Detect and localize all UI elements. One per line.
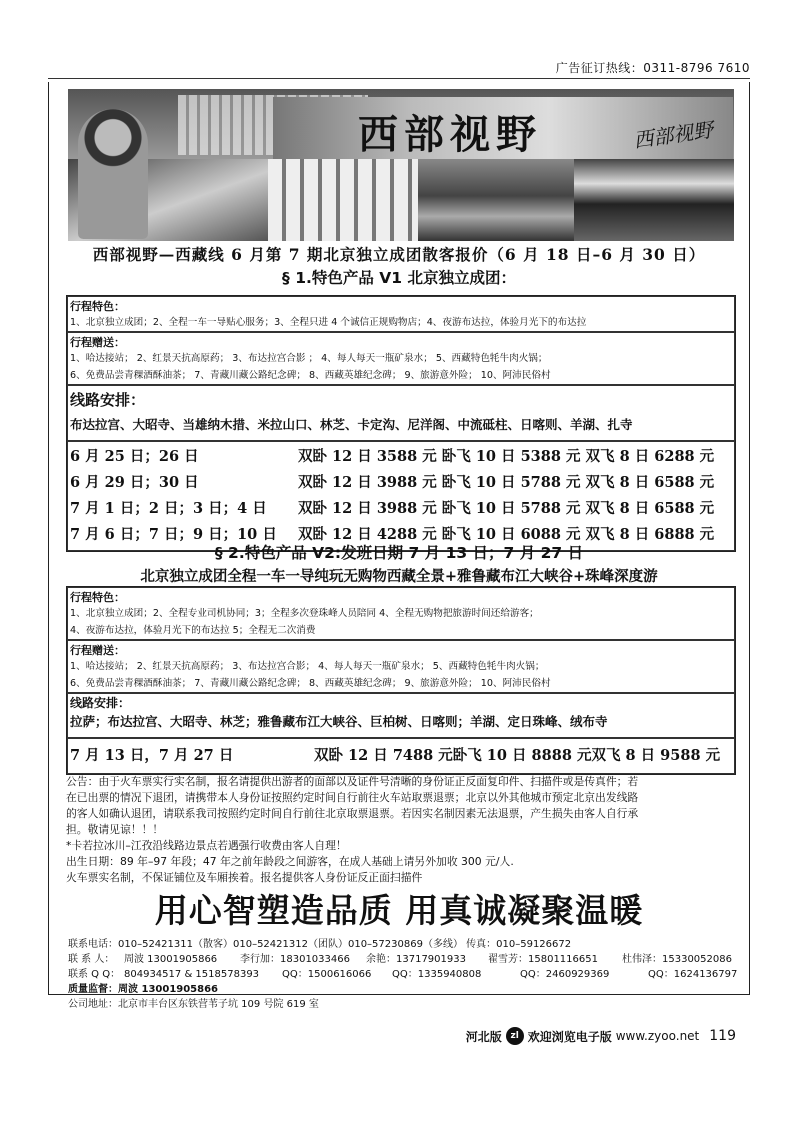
person: 翟雪芳：15801116651 — [488, 954, 598, 965]
notice-line: 的客人如确认退团，请联系我司按照约定时间自行前往北京取票退票。若因实名制因素无法退票，产生损失由客人自行承 — [66, 807, 639, 820]
qq: QQ：1624136797 — [648, 969, 738, 980]
product1-features — [67, 296, 735, 332]
welcome-text: 欢迎浏览电子版 — [527, 1029, 612, 1044]
site-link[interactable]: www.zyoo.net — [615, 1029, 700, 1043]
features-line: 1、北京独立成团；2、全程专业司机协同；3；全程多次登珠峰人员陪同 4、全程无购物把旅游时间还给游客； — [70, 608, 539, 619]
gifts-line: 6、免费品尝青稞酒酥油茶； 7、青藏川藏公路纪念碑； 8、西藏英雄纪念碑； 9、旅游意外险； 10、阿沛民俗村 — [70, 370, 551, 381]
price-values: 双卧 12 日 7488 元卧飞 10 日 8888 元双飞 8 日 9588 元 — [314, 747, 721, 764]
edition-label: 河北版 — [465, 1029, 502, 1044]
price-values: 双卧 12 日 3588 元 卧飞 10 日 5388 元 双飞 8 日 6288 元 — [298, 448, 715, 465]
zyoo-logo-icon: zl — [506, 1027, 524, 1045]
route-label: 线路安排： — [70, 391, 146, 409]
product2-route — [67, 693, 735, 738]
features-label: 行程特色： — [70, 591, 125, 604]
product2-features — [67, 587, 735, 640]
contact-phone: 联系电话：010–52421311（散客）010–52421312（团队）010–57230869（多线） 传真：010–59126672 — [68, 939, 572, 950]
features-line: 4、夜游布达拉，体验月光下的布达拉 5；全程无二次消费 — [70, 625, 316, 636]
person: 李行加：18301033466 — [240, 954, 350, 965]
photo-tibetan-woman — [78, 109, 148, 239]
route-label: 线路安排： — [70, 696, 131, 710]
banner-title: 西部视野 — [358, 111, 542, 158]
banner-image — [68, 89, 734, 241]
price-row — [68, 496, 734, 522]
notice-line: 担。敬请见谅！！！ — [66, 823, 164, 836]
page-number: 119 — [709, 1028, 736, 1044]
product2-prices — [67, 738, 735, 774]
banner-signature: 西部视野 — [631, 117, 715, 153]
price-values: 双卧 12 日 4288 元 卧飞 10 日 6088 元 双飞 8 日 6888 元 — [298, 526, 715, 543]
product2-heading: § 2.特色产品 V2:发班日期 7 月 13 日；7 月 27 日 — [214, 544, 584, 562]
product1-gifts — [67, 332, 735, 385]
notice-block — [66, 774, 736, 886]
persons-label: 联 系 人： — [68, 954, 115, 965]
footer — [48, 994, 750, 1054]
product1-box — [66, 295, 736, 552]
gifts-label: 行程赠送： — [70, 644, 125, 657]
person: 周波 13001905866 — [124, 954, 218, 965]
price-row — [68, 470, 734, 496]
price-row — [68, 444, 734, 470]
person: 余艳：13717901933 — [366, 954, 466, 965]
gifts-line: 1、哈达接站； 2、红景天抗高原药； 3、布达拉宫合影 ； 4、每人每天一瓶矿泉水； 5、西藏特色牦牛肉火锅； — [70, 353, 548, 364]
price-dates: 6 月 25 日；26 日 — [70, 448, 199, 465]
qq: QQ：1335940808 — [392, 969, 482, 980]
product1-route — [67, 385, 735, 441]
contact-address: 公司地址：北京市丰台区东铁营苇子坑 109 号院 619 室 — [68, 999, 319, 1010]
notice-line: 出生日期：89 年–97 年段；47 年之前年龄段之间游客，在成人基础上请另外加收 300 元/人. — [66, 855, 514, 868]
gifts-line: 6、免费品尝青稞酒酥油茶； 7、青藏川藏公路纪念碑； 8、西藏英雄纪念碑； 9、旅游意外险； 10、阿沛民俗村 — [70, 678, 551, 689]
price-values: 双卧 12 日 3988 元 卧飞 10 日 5788 元 双飞 8 日 6588 元 — [298, 500, 715, 517]
footer-bar — [466, 1027, 736, 1045]
slogan: 用心智塑造品质 用真诚凝聚温暖 — [154, 891, 644, 930]
price-row — [68, 743, 734, 769]
notice-line: 火车票实名制，不保证铺位及车厢挨着。报名提供客人身份证反正面扫描件 — [66, 871, 423, 884]
product2-subheading: 北京独立成团全程一车一导纯玩无购物西藏全景+雅鲁藏布江大峡谷+珠峰深度游 — [140, 568, 658, 585]
product1-prices — [67, 441, 735, 551]
qq: 804934517 & 1518578393 — [124, 969, 260, 980]
contact-qq — [68, 967, 748, 982]
price-dates: 7 月 1 日；2 日；3 日；4 日 — [70, 500, 267, 517]
gifts-line: 1、哈达接站； 2、红景天抗高原药； 3、布达拉宫合影； 4、每人每天一瓶矿泉水； 5、西藏特色牦牛肉火锅； — [70, 661, 545, 672]
route-text: 布达拉宫、大昭寺、当雄纳木措、米拉山口、林芝、卡定沟、尼洋阁、中流砥柱、日喀则、羊湖、扎寺 — [70, 417, 633, 432]
notice-line: 公告：由于火车票实行实名制，报名请提供出游者的面部以及证件号清晰的身份证正反面复印件、扫描件或是传真件；若 — [66, 775, 639, 788]
qq: QQ：1500616066 — [282, 969, 372, 980]
route-text: 拉萨；布达拉宫、大昭寺、林芝；雅鲁藏布江大峡谷、巨柏树、日喀则；羊湖、定日珠峰、绒布寺 — [70, 714, 608, 729]
product2-box — [66, 586, 736, 775]
contact-supervisor: 质量监督：周波 13001905866 — [68, 984, 219, 995]
top-rule — [48, 57, 750, 79]
product1-heading: § 1.特色产品 V1 北京独立成团： — [282, 269, 516, 287]
price-dates: 7 月 6 日；7 日；9 日；10 日 — [70, 526, 277, 543]
price-dates: 6 月 29 日；30 日 — [70, 474, 199, 491]
features-text: 1、北京独立成团；2、全程一车一导贴心服务；3、全程只进 4 个诚信正规购物店；4、夜游布达拉，体验月光下的布达拉 — [70, 317, 587, 328]
headline: 西部视野—西藏线 6 月第 7 期北京独立成团散客报价（6 月 18 日–6 月 30 日） — [92, 245, 706, 264]
contact-persons — [68, 952, 748, 967]
product2-gifts — [67, 640, 735, 693]
photo-lake-mountain — [418, 159, 574, 241]
photo-snow-lake — [574, 159, 734, 241]
photo-prayer-wheels — [268, 159, 418, 241]
ad-hotline: 广告征订热线：0311-8796 7610 — [555, 61, 750, 75]
notice-line: 在已出票的情况下退团，请携带本人身份证按照约定时间自行前往火车站取票退票；北京以外其他城市预定北京出发线路 — [66, 791, 639, 804]
notice-line: *卡若拉冰川–江孜沿线路边景点若遇强行收费由客人自理！ — [66, 839, 347, 852]
person: 杜伟泽：15330052086 — [622, 954, 732, 965]
price-values: 双卧 12 日 3988 元 卧飞 10 日 5788 元 双飞 8 日 6588 元 — [298, 474, 715, 491]
features-label: 行程特色： — [70, 300, 125, 313]
gifts-label: 行程赠送： — [70, 336, 125, 349]
qq-label: 联系 Q Q： — [68, 969, 121, 980]
price-dates: 7 月 13 日，7 月 27 日 — [70, 747, 234, 764]
qq: QQ：2460929369 — [520, 969, 610, 980]
